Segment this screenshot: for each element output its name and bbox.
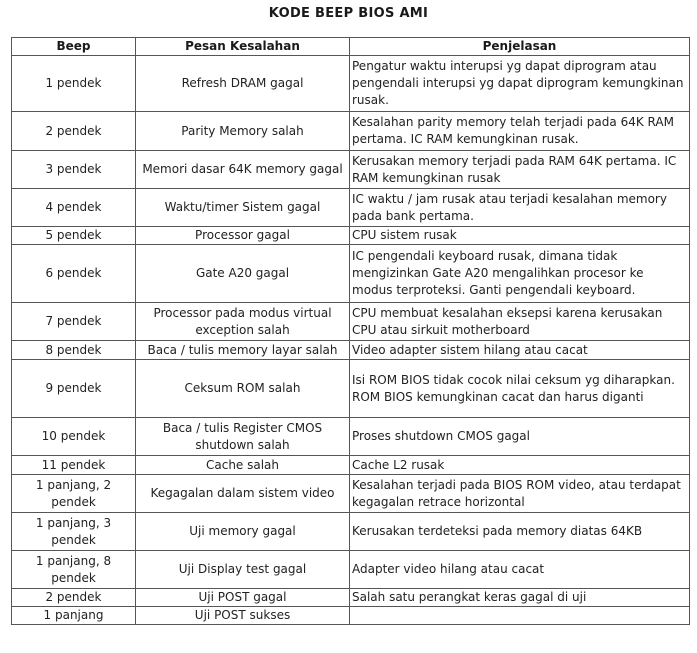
beep-cell: 2 pendek [12, 112, 136, 151]
pesan-cell: Ceksum ROM salah [136, 360, 350, 418]
penjelasan-cell: Kerusakan memory terjadi pada RAM 64K pertama. IC RAM kemungkinan rusak [350, 151, 690, 189]
beep-cell: 9 pendek [12, 360, 136, 418]
beep-cell: 1 panjang, 2 pendek [12, 475, 136, 513]
pesan-cell: Waktu/timer Sistem gagal [136, 189, 350, 227]
table-row [12, 245, 690, 303]
pesan-cell: Refresh DRAM gagal [136, 56, 350, 112]
pesan-cell: Processor pada modus virtual exception salah [136, 303, 350, 341]
beep-cell: 8 pendek [12, 341, 136, 360]
penjelasan-cell: Video adapter sistem hilang atau cacat [350, 341, 690, 360]
penjelasan-cell [350, 607, 690, 625]
beep-cell: 1 panjang, 8 pendek [12, 551, 136, 589]
penjelasan-cell: Proses shutdown CMOS gagal [350, 418, 690, 456]
beep-cell: 1 panjang, 3 pendek [12, 513, 136, 551]
pesan-cell: Uji POST sukses [136, 607, 350, 625]
table-row [12, 418, 690, 456]
table-row [12, 475, 690, 513]
table-row [12, 341, 690, 360]
pesan-cell: Cache salah [136, 456, 350, 475]
pesan-cell: Baca / tulis Register CMOS shutdown salah [136, 418, 350, 456]
pesan-cell: Uji memory gagal [136, 513, 350, 551]
pesan-cell: Uji POST gagal [136, 589, 350, 607]
penjelasan-cell: Salah satu perangkat keras gagal di uji [350, 589, 690, 607]
table-row [12, 303, 690, 341]
table-header-row [12, 38, 690, 56]
beep-code-table [11, 37, 690, 625]
table-row [12, 360, 690, 418]
penjelasan-cell: Kesalahan terjadi pada BIOS ROM video, atau terdapat kegagalan retrace horizontal [350, 475, 690, 513]
table-row [12, 112, 690, 151]
penjelasan-cell: Kesalahan parity memory telah terjadi pada 64K RAM pertama. IC RAM kemungkinan rusak. [350, 112, 690, 151]
page-title: KODE BEEP BIOS AMI [268, 6, 429, 21]
pesan-cell: Processor gagal [136, 227, 350, 245]
beep-cell: 1 pendek [12, 56, 136, 112]
penjelasan-cell: Cache L2 rusak [350, 456, 690, 475]
beep-cell: 3 pendek [12, 151, 136, 189]
table-row [12, 151, 690, 189]
table-row [12, 189, 690, 227]
penjelasan-cell: Kerusakan terdeteksi pada memory diatas 64KB [350, 513, 690, 551]
penjelasan-cell: IC waktu / jam rusak atau terjadi kesalahan memory pada bank pertama. [350, 189, 690, 227]
column-header-beep: Beep [12, 38, 136, 56]
table-row [12, 551, 690, 589]
penjelasan-cell: Adapter video hilang atau cacat [350, 551, 690, 589]
pesan-cell: Parity Memory salah [136, 112, 350, 151]
table-row [12, 227, 690, 245]
beep-cell: 1 panjang [12, 607, 136, 625]
beep-cell: 7 pendek [12, 303, 136, 341]
table-row [12, 56, 690, 112]
table-row [12, 513, 690, 551]
column-header-pesan: Pesan Kesalahan [136, 38, 350, 56]
pesan-cell: Uji Display test gagal [136, 551, 350, 589]
pesan-cell: Kegagalan dalam sistem video [136, 475, 350, 513]
penjelasan-cell: CPU sistem rusak [350, 227, 690, 245]
table-row [12, 456, 690, 475]
beep-cell: 5 pendek [12, 227, 136, 245]
penjelasan-cell: Isi ROM BIOS tidak cocok nilai ceksum yg diharapkan. ROM BIOS kemungkinan cacat dan harus diganti [350, 360, 690, 418]
beep-cell: 11 pendek [12, 456, 136, 475]
pesan-cell: Memori dasar 64K memory gagal [136, 151, 350, 189]
beep-cell: 4 pendek [12, 189, 136, 227]
pesan-cell: Gate A20 gagal [136, 245, 350, 303]
penjelasan-cell: CPU membuat kesalahan eksepsi karena kerusakan CPU atau sirkuit motherboard [350, 303, 690, 341]
beep-cell: 6 pendek [12, 245, 136, 303]
beep-cell: 10 pendek [12, 418, 136, 456]
penjelasan-cell: IC pengendali keyboard rusak, dimana tidak mengizinkan Gate A20 mengalihkan procesor ke modus terproteksi. Ganti pengendali keyboard. [350, 245, 690, 303]
penjelasan-cell: Pengatur waktu interupsi yg dapat diprogram atau pengendali interupsi yg dapat diprogram kemungkinan rusak. [350, 56, 690, 112]
pesan-cell: Baca / tulis memory layar salah [136, 341, 350, 360]
table-row [12, 607, 690, 625]
column-header-penjelasan: Penjelasan [350, 38, 690, 56]
table-row [12, 589, 690, 607]
beep-cell: 2 pendek [12, 589, 136, 607]
